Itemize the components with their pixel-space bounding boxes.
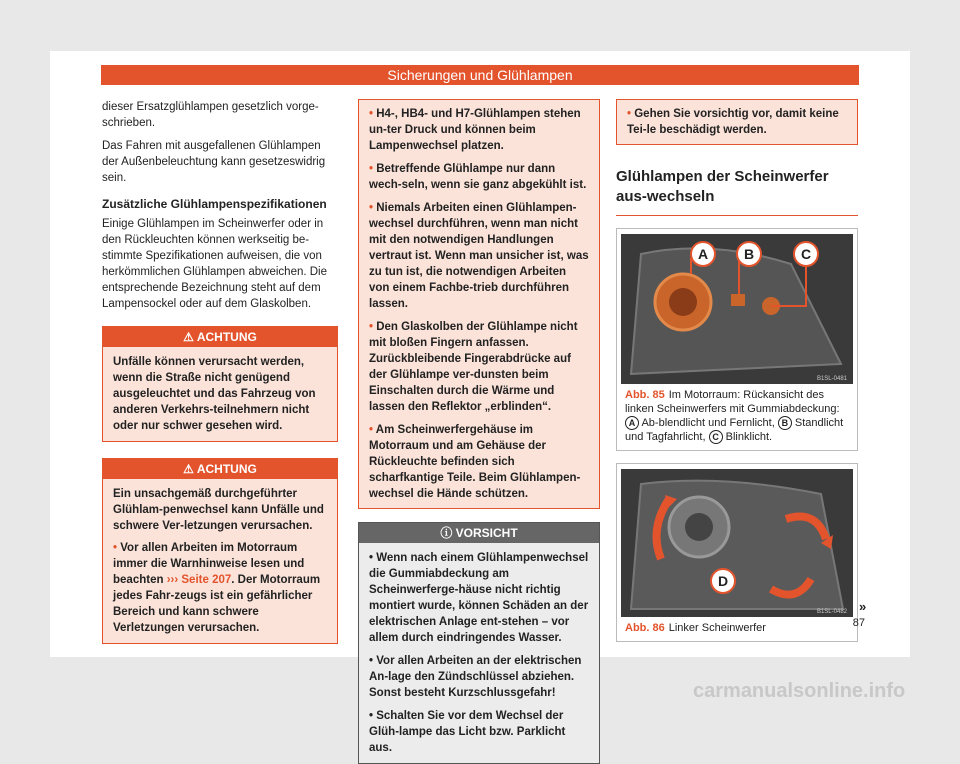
list-item: • Vor allen Arbeiten an der elektrischen An-lage den Zündschlüssel abziehen. Sonst besteht Kurzschlussgefahr! xyxy=(369,655,582,699)
column-1 xyxy=(102,99,338,644)
headlight-rear-image xyxy=(621,234,853,384)
callout-d: D xyxy=(717,573,729,589)
paragraph: Einige Glühlampen im Scheinwerfer oder in den Rückleuchten können werkseitig be-stimmte Spezifikationen aufweisen, die von herkömmlichen Glühlampen abweichen. Die entsprechende Bezeichnung steht auf dem Lampensockel oder auf dem Glaskolben. xyxy=(102,218,328,310)
warning-item: • Vor allen Arbeiten im Motorraum immer die Warnhinweise lesen und beachten ››› Seite 207. Der Motorraum jedes Fahr-zeugs ist ein gefährlicher Bereich und kann schwere Verletzungen verursachen. xyxy=(113,542,321,634)
warning-continuation xyxy=(358,99,600,509)
headlight-cover-image xyxy=(621,469,853,617)
warning-header: ⚠ ACHTUNG xyxy=(103,327,337,347)
warning-intro: Ein unsachgemäß durchgeführter Glühlam-penwechsel kann Unfälle und schwere Ver-letzungen verursachen. xyxy=(113,488,324,532)
warning-header: ⚠ ACHTUNG xyxy=(103,459,337,479)
label-c-icon: C xyxy=(709,430,723,444)
warning-text: Unfälle können verursacht werden, wenn die Straße nicht genügend ausgeleuchtet und das Fahrzeug von anderen Verkehrs-teilnehmern nicht oder nur schwer gesehen wird. xyxy=(103,347,337,441)
caution-header: ⓘ VORSICHT xyxy=(359,523,599,543)
figure-code: B1SL-0481 xyxy=(816,376,847,382)
warning-triangle-icon: ⚠ xyxy=(183,462,197,476)
warning-triangle-icon: ⚠ xyxy=(183,330,197,344)
callout-b: B xyxy=(743,246,755,262)
warning-continuation: • Gehen Sie vorsichtig vor, damit keine Tei-le beschädigt werden. xyxy=(616,99,858,145)
headlight-rear-illustration xyxy=(621,234,853,384)
label-b-icon: B xyxy=(778,416,792,430)
figure-86 xyxy=(616,463,858,642)
warning-text xyxy=(103,479,337,643)
column-3 xyxy=(616,99,858,642)
page-header: Sicherungen und Glühlampen xyxy=(101,65,859,85)
figure-caption: Abb. 85 Im Motorraum: Rückansicht des linken Scheinwerfers mit Gummiabdeckung: A Ab-blendlicht und Fernlicht, B Standlicht und Tagfahrlicht, C Blinklicht. xyxy=(625,389,844,443)
section-title: Glühlampen der Scheinwerfer aus-wechseln xyxy=(616,167,858,216)
figure-caption: Abb. 86 Linker Scheinwerfer xyxy=(625,622,766,634)
headlight-cover-illustration xyxy=(621,469,853,617)
figure-code: B1SL-0482 xyxy=(816,609,847,615)
list-item: • H4-, HB4- und H7-Glühlampen stehen un-ter Druck und können beim Lampenwechsel platzen. xyxy=(369,108,581,152)
list-item: • Den Glaskolben der Glühlampe nicht mit bloßen Fingern anfassen. Zurückbleibende Fingerabdrücke auf der Glühlampe ver-dunsten beim Einschalten durch die Wärme und lassen den Reflektor „erblinden“. xyxy=(369,321,578,413)
callout-c: C xyxy=(800,246,812,262)
list-item: • Niemals Arbeiten einen Glühlampen-wechsel durchführen, wenn man nicht mit den notwendigen Handlungen vertraut ist. Wenn man unsicher ist, was zu tun ist, die notwendigen Arbeiten von einem Fachbe-trieb durchführen lassen. xyxy=(369,202,589,310)
caution-box xyxy=(358,522,600,764)
list-item: • Schalten Sie vor dem Wechsel der Glüh-lampe das Licht bzw. Parklicht aus. xyxy=(369,710,566,754)
watermark: carmanualsonline.info xyxy=(693,680,906,702)
bullet-icon: • xyxy=(113,542,121,554)
warning-box xyxy=(102,458,338,644)
page-link[interactable]: ››› Seite 207 xyxy=(166,574,232,586)
info-circle-icon: ⓘ xyxy=(440,526,456,540)
column-2 xyxy=(358,99,600,764)
list-item: • Am Scheinwerfergehäuse im Motorraum und am Gehäuse der Rückleuchte befinden sich scharfkantige Teile. Beim Glühlampen-wechsel die Hände schützen. xyxy=(369,424,581,500)
label-a-icon: A xyxy=(625,416,639,430)
subheading: Zusätzliche Glühlampenspezifikationen xyxy=(102,197,327,211)
warning-box xyxy=(102,326,338,442)
callout-a: A xyxy=(697,246,709,262)
figure-85 xyxy=(616,228,858,451)
paragraph: dieser Ersatzglühlampen gesetzlich vorge-schrieben. xyxy=(102,101,319,129)
page-number: 87 xyxy=(852,617,865,629)
paragraph: Das Fahren mit ausgefallenen Glühlampen der Außenbeleuchtung kann gesetzeswidrig sein. xyxy=(102,140,326,184)
continue-arrow-icon: » xyxy=(859,599,867,614)
list-item: • Betreffende Glühlampe nur dann wech-seln, wenn sie ganz abgekühlt ist. xyxy=(369,163,587,191)
caution-text xyxy=(359,543,599,763)
list-item: • Wenn nach einem Glühlampenwechsel die Gummiabdeckung am Scheinwerferge-häuse nicht richtig montiert wurde, können Schäden an der elektrischen Anlage ent-stehen – vor allem durch eindringendes Wasser. xyxy=(369,552,589,644)
